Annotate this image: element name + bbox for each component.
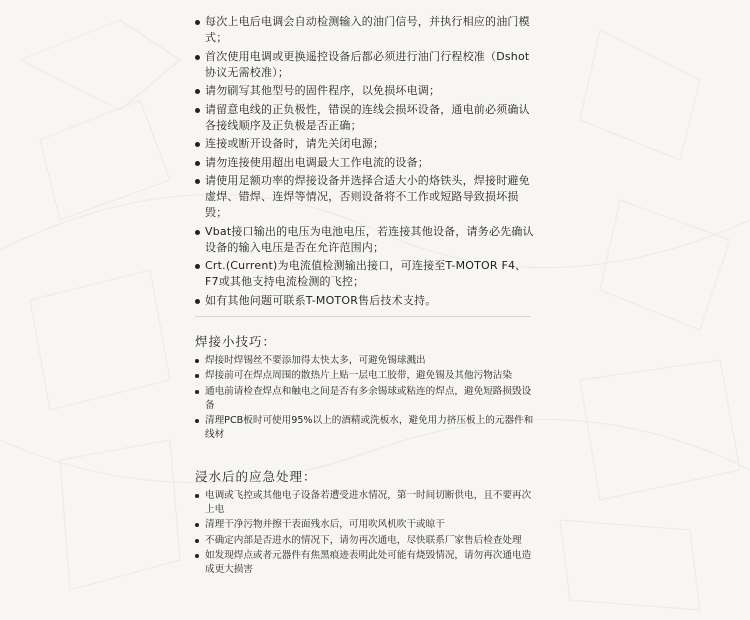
tip-item: 不确定内部是否进水的情况下，请勿再次通电，尽快联系厂家售后检查处理 (195, 534, 535, 548)
tip-item: 清理PCB板时可使用95%以上的酒精或洗板水，避免用力挤压板上的元器件和线材 (195, 414, 535, 442)
tip-item: 焊接前可在焊点周围的散热片上贴一层电工胶带，避免锡及其他污物沾染 (195, 369, 535, 383)
water-emergency-title: 浸水后的应急处理： (195, 468, 317, 484)
tip-item: 通电前请检查焊点和触电之间是否有多余锡球或粘连的焊点，避免短路损毁设备 (195, 385, 535, 413)
notes-list (195, 14, 535, 309)
tip-item: 焊接时焊锡丝不要添加得太快太多，可避免锡球溅出 (195, 354, 535, 368)
tip-item: 清理干净污物并擦干表面残水后，可用吹风机吹干或晾干 (195, 518, 535, 532)
note-item: 每次上电后电调会自动检测输入的油门信号，并执行相应的油门模式； (195, 14, 535, 46)
note-item: 首次使用电调或更换遥控设备后都必须进行油门行程校准（Dshot协议无需校准）； (195, 49, 535, 81)
note-item: 连接或断开设备时，请先关闭电源； (195, 136, 535, 152)
note-item: Vbat接口输出的电压为电池电压，若连接其他设备，请务必先确认设备的输入电压是否在允许范围内； (195, 224, 535, 256)
note-item: Crt.(Current)为电流值检测输出接口，可连接至T-MOTOR F4、F7或其他支持电流检测的飞控； (195, 258, 535, 290)
water-emergency-list (195, 489, 535, 578)
tip-item: 电调或飞控或其他电子设备若遭受进水情况，第一时间切断供电，且不要再次上电 (195, 489, 535, 517)
soldering-tips-list (195, 354, 535, 443)
section-divider (195, 316, 531, 317)
note-item: 请勿连接使用超出电调最大工作电流的设备； (195, 155, 535, 171)
note-item: 请使用足额功率的焊接设备并选择合适大小的烙铁头，焊接时避免虚焊、错焊、连焊等情况，否则设备将不工作或短路导致损坏损毁； (195, 173, 535, 221)
note-item: 请留意电线的正负极性，错误的连线会损坏设备，通电前必须确认各接线顺序及正负极是否正确； (195, 102, 535, 134)
note-item: 请勿刷写其他型号的固件程序，以免损坏电调； (195, 83, 535, 99)
soldering-tips-title: 焊接小技巧： (195, 333, 277, 349)
content-area (195, 14, 535, 579)
note-item: 如有其他问题可联系T-MOTOR售后技术支持。 (195, 293, 535, 309)
tip-item: 如发现焊点或者元器件有焦黑痕迹表明此处可能有烧毁情况，请勿再次通电造成更大损害 (195, 549, 535, 577)
